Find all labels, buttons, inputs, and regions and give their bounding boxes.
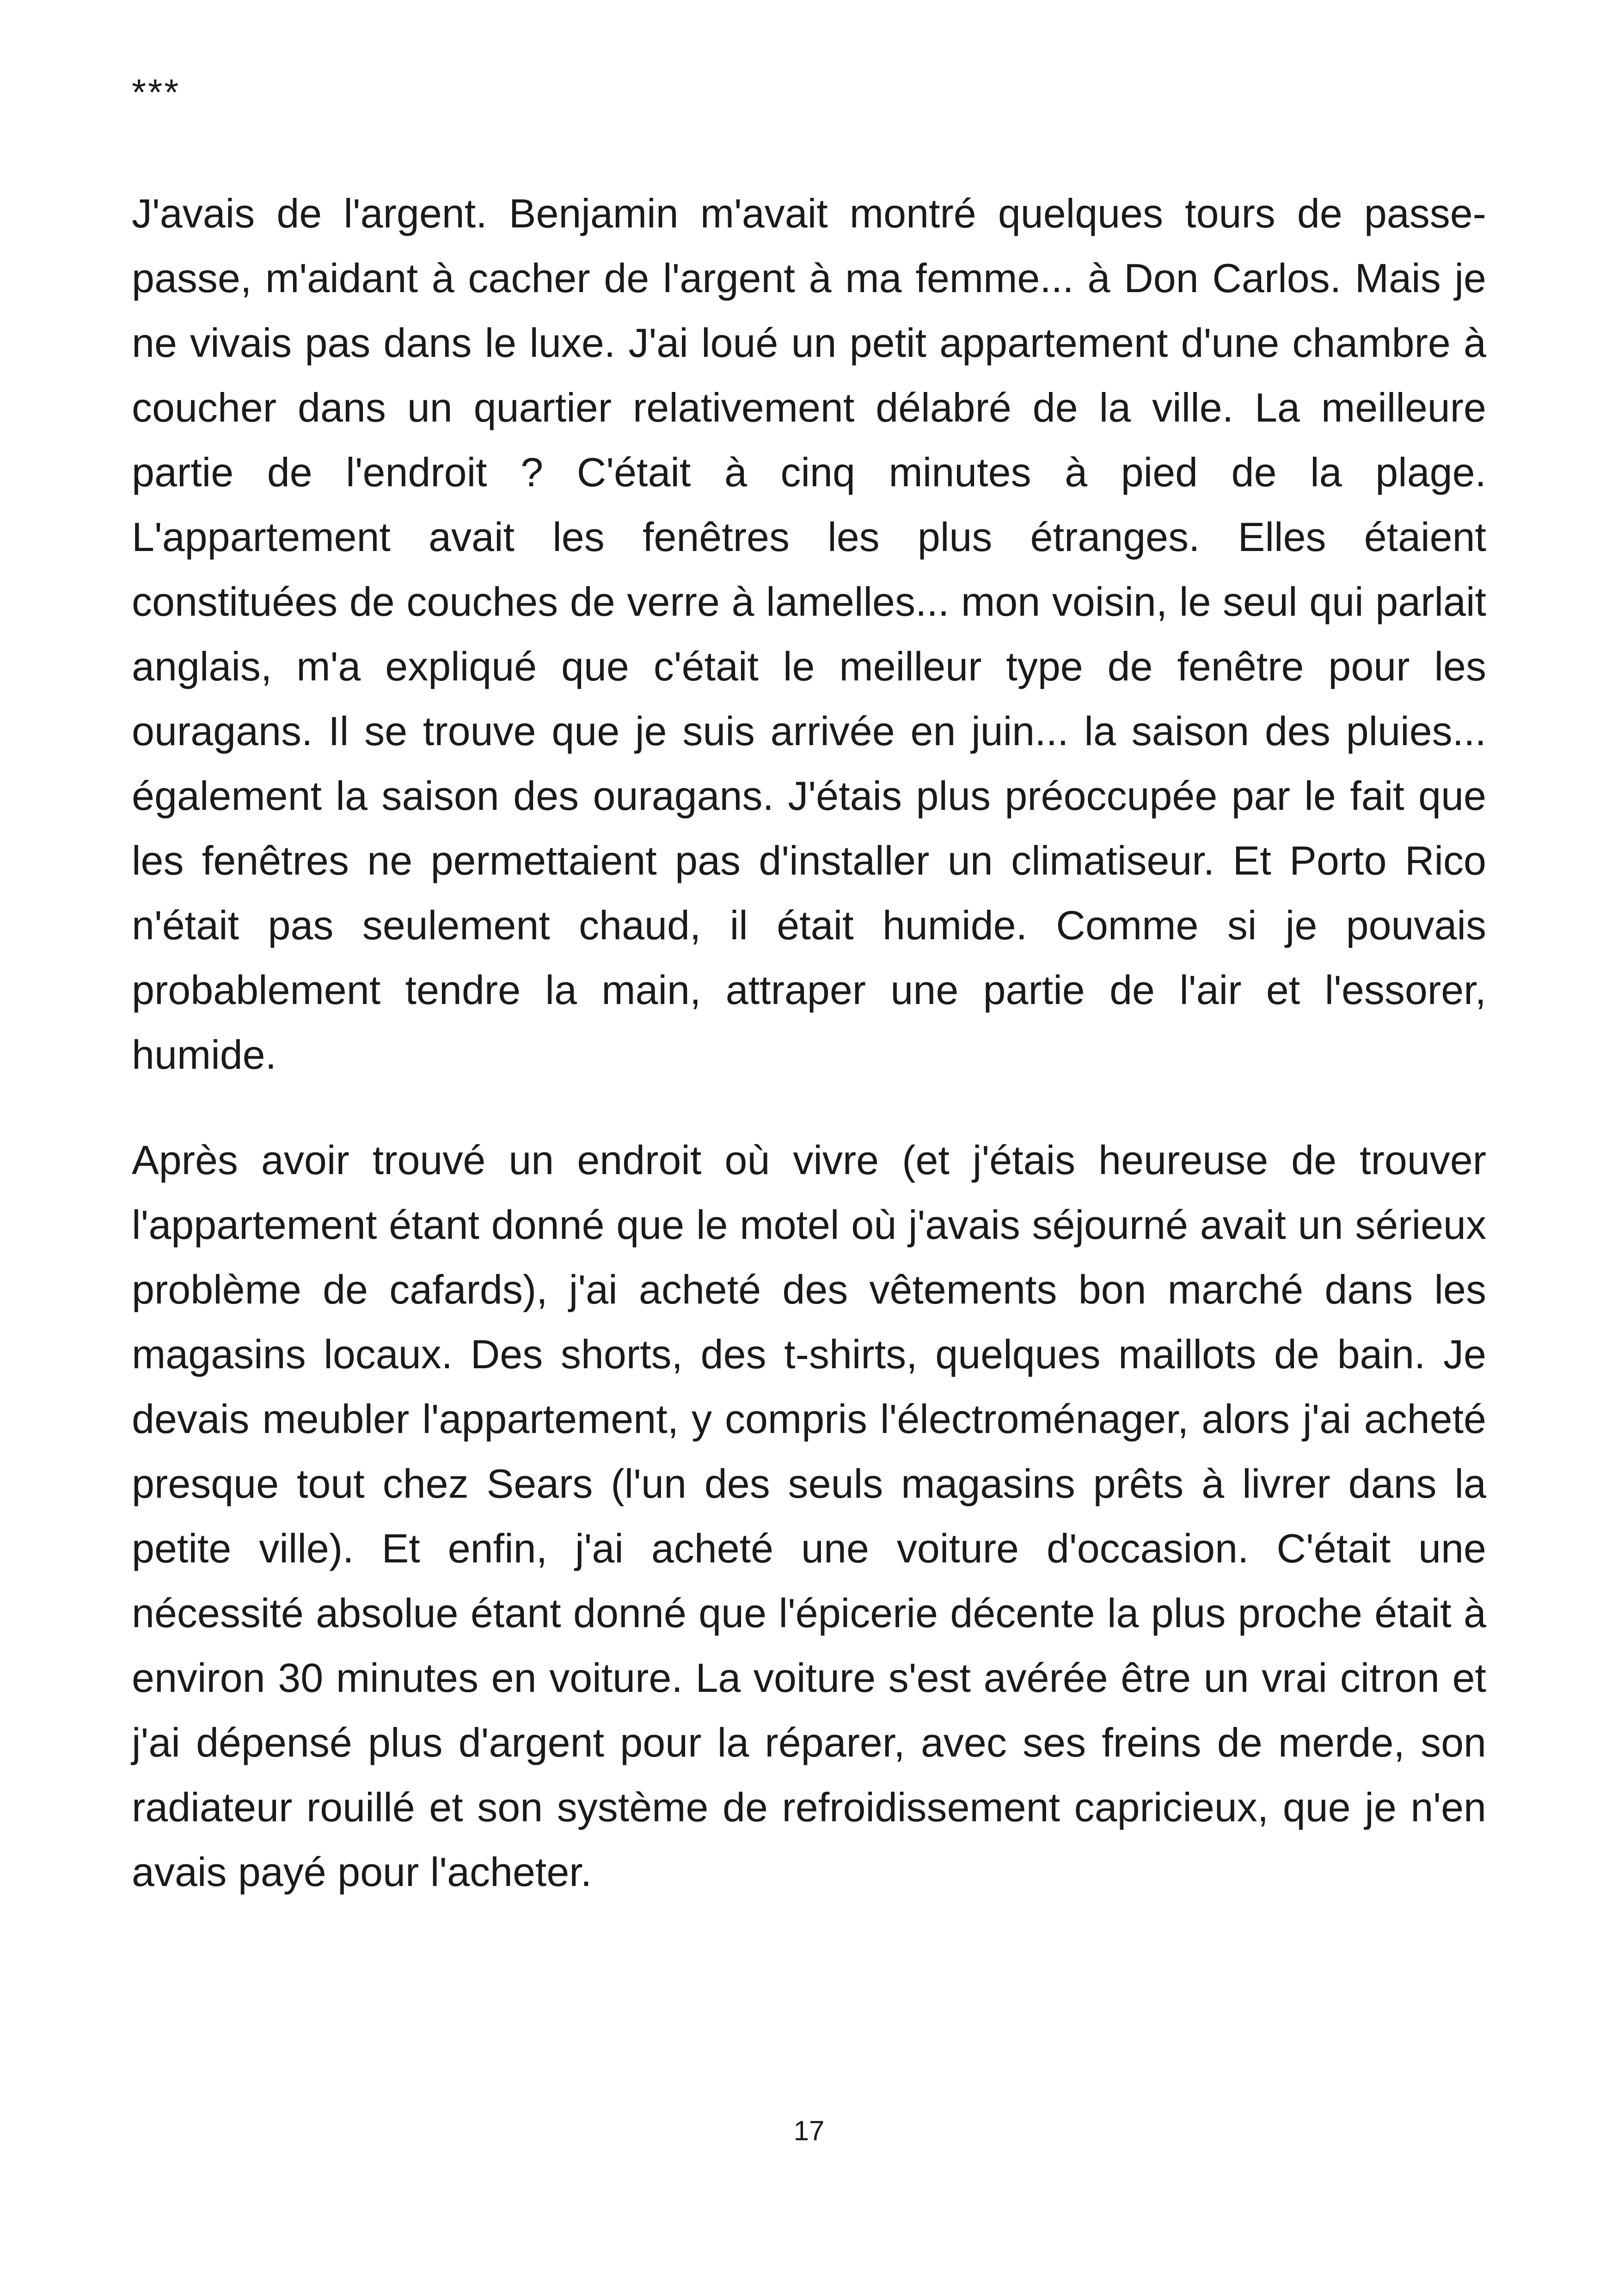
page-number: 17	[793, 2115, 825, 2146]
section-separator: ***	[132, 72, 181, 113]
paragraph-1: J'avais de l'argent. Benjamin m'avait montré quelques tours de passe-passe, m'aidant à cacher de l'argent à ma femme... à Don Carlos. Mais je ne vivais pas dans le luxe. J'ai loué un petit appartement d'une chambre à coucher dans un quartier relativement délabré de la ville. La meilleure partie de l'endroit ? C'était à cinq minutes à pied de la plage. L'appartement avait les fenêtres les plus étranges. Elles étaient constituées de couches de verre à lamelles... mon voisin, le seul qui parlait anglais, m'a expliqué que c'était le meilleur type de fenêtre pour les ouragans. Il se trouve que je suis arrivée en juin... la saison des pluies... également la saison des ouragans. J'étais plus préoccupée par le fait que les fenêtres ne permettaient pas d'installer un climatiseur. Et Porto Rico n'était pas seulement chaud, il était humide. Comme si je pouvais probablement tendre la main, attraper une partie de l'air et l'essorer, humide.	[132, 190, 1486, 1078]
paragraph-2: Après avoir trouvé un endroit où vivre (et j'étais heureuse de trouver l'appartement étant donné que le motel où j'avais séjourné avait un sérieux problème de cafards), j'ai acheté des vêtements bon marché dans les magasins locaux. Des shorts, des t-shirts, quelques maillots de bain. Je devais meubler l'appartement, y compris l'électroménager, alors j'ai acheté presque tout chez Sears (l'un des seuls magasins prêts à livrer dans la petite ville). Et enfin, j'ai acheté une voiture d'occasion. C'était une nécessité absolue étant donné que l'épicerie décente la plus proche était à environ 30 minutes en voiture. La voiture s'est avérée être un vrai citron et j'ai dépensé plus d'argent pour la réparer, avec ses freins de merde, son radiateur rouillé et son système de refroidissement capricieux, que je n'en avais payé pour l'acheter.	[132, 1137, 1486, 1895]
